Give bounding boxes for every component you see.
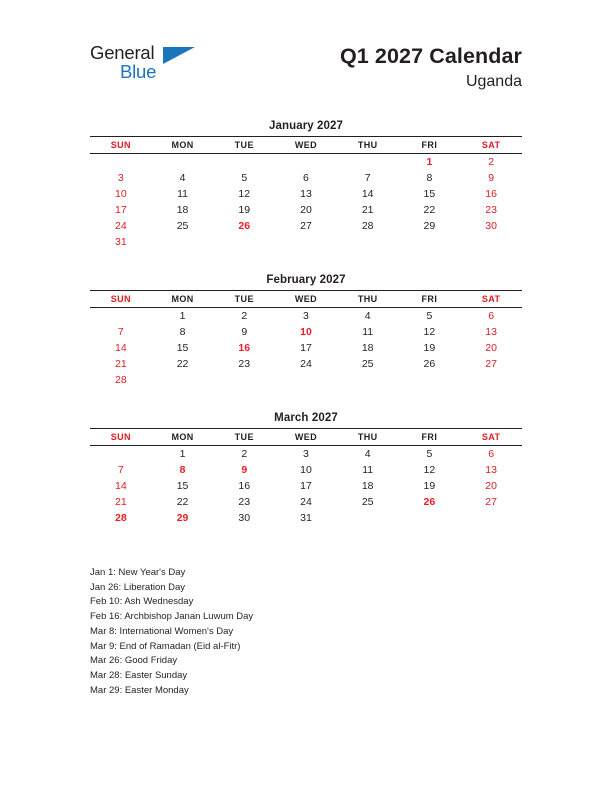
week-row — [90, 510, 522, 526]
day-cell[interactable]: 11 — [362, 326, 374, 338]
day-cell[interactable]: 1 — [179, 448, 186, 460]
day-cell[interactable]: 25 — [361, 496, 374, 508]
weekday-header-thu: THU — [337, 429, 399, 446]
day-cell[interactable]: 17 — [300, 342, 312, 354]
day-cell[interactable]: 7 — [117, 464, 124, 476]
week-row — [90, 462, 522, 478]
week-row — [90, 446, 522, 463]
day-cell[interactable]: 29 — [423, 220, 436, 232]
week-row — [90, 356, 522, 372]
day-cell[interactable]: 15 — [423, 188, 436, 200]
weekday-header-row — [90, 291, 522, 308]
month-grid — [90, 290, 522, 388]
day-cell[interactable]: 18 — [176, 204, 189, 216]
day-cell[interactable]: 19 — [423, 480, 436, 492]
week-row — [90, 186, 522, 202]
month-grid — [90, 428, 522, 526]
day-cell[interactable]: 12 — [423, 326, 436, 338]
day-cell[interactable]: 2 — [241, 310, 248, 322]
day-cell[interactable]: 31 — [300, 512, 312, 524]
day-cell[interactable]: 14 — [115, 342, 127, 354]
page-header — [90, 44, 522, 106]
day-cell[interactable]: 5 — [426, 310, 433, 322]
day-cell[interactable]: 6 — [303, 172, 309, 184]
day-cell-empty — [337, 234, 399, 250]
day-cell[interactable]: 2 — [241, 448, 248, 460]
weekday-header-mon: MON — [152, 429, 214, 446]
months-container — [90, 120, 522, 550]
week-row — [90, 494, 522, 510]
day-cell-empty — [213, 154, 275, 171]
holiday-legend-item: Mar 8: International Women's Day — [90, 625, 234, 637]
day-cell-empty — [152, 154, 214, 171]
week-row — [90, 478, 522, 494]
day-cell[interactable]: 21 — [115, 496, 127, 508]
logo-text-blue: Blue — [120, 61, 157, 82]
day-cell-empty — [460, 234, 522, 250]
day-cell[interactable]: 30 — [485, 220, 497, 232]
day-cell[interactable]: 21 — [115, 358, 127, 370]
day-cell[interactable]: 7 — [364, 172, 371, 184]
weekday-header-mon: MON — [152, 137, 214, 154]
day-cell[interactable]: 28 — [115, 512, 127, 524]
day-cell-empty — [460, 372, 522, 388]
day-cell[interactable]: 24 — [300, 358, 312, 370]
month-block — [90, 412, 522, 526]
day-cell[interactable]: 1 — [179, 310, 186, 322]
weekday-header-tue: TUE — [213, 429, 275, 446]
day-cell[interactable]: 11 — [177, 188, 188, 200]
weekday-header-sat: SAT — [460, 291, 522, 308]
day-cell[interactable]: 23 — [485, 204, 497, 216]
week-row — [90, 154, 522, 171]
weekday-header-sat: SAT — [460, 137, 522, 154]
day-cell-empty — [275, 372, 337, 388]
day-cell-empty — [90, 308, 152, 325]
day-cell[interactable]: 9 — [488, 172, 495, 184]
day-cell[interactable]: 18 — [361, 480, 374, 492]
day-cell[interactable]: 9 — [241, 464, 248, 476]
day-cell[interactable]: 23 — [238, 496, 251, 508]
weekday-header-sat: SAT — [460, 429, 522, 446]
day-cell[interactable]: 5 — [241, 172, 248, 184]
day-cell[interactable]: 8 — [179, 326, 186, 338]
day-cell[interactable]: 5 — [426, 448, 433, 460]
day-cell[interactable]: 20 — [300, 204, 312, 216]
weekday-header-tue: TUE — [213, 291, 275, 308]
triangle-icon — [163, 47, 195, 64]
weekday-header-thu: THU — [337, 291, 399, 308]
weekday-header-sun: SUN — [90, 137, 152, 154]
day-cell[interactable]: 11 — [362, 464, 374, 476]
day-cell[interactable]: 15 — [176, 480, 189, 492]
day-cell[interactable]: 27 — [485, 358, 497, 370]
day-cell[interactable]: 19 — [423, 342, 436, 354]
day-cell[interactable]: 22 — [176, 496, 189, 508]
day-cell-empty — [460, 510, 522, 526]
day-cell-empty — [337, 372, 399, 388]
month-title: March 2027 — [274, 412, 338, 424]
day-cell[interactable]: 3 — [303, 310, 309, 322]
weekday-header-tue: TUE — [213, 137, 275, 154]
day-cell[interactable]: 8 — [179, 464, 186, 476]
day-cell[interactable]: 10 — [115, 188, 127, 200]
weekday-header-fri: FRI — [399, 429, 461, 446]
holiday-legend — [90, 566, 522, 698]
day-cell[interactable]: 16 — [238, 480, 251, 492]
holiday-legend-item: Mar 9: End of Ramadan (Eid al-Fitr) — [90, 640, 241, 652]
holiday-legend-item: Jan 1: New Year's Day — [90, 567, 186, 578]
day-cell[interactable]: 9 — [241, 326, 248, 338]
day-cell-empty — [152, 234, 214, 250]
logo-text-general: General — [90, 42, 155, 63]
day-cell[interactable]: 17 — [115, 204, 127, 216]
month-grid — [90, 136, 522, 250]
day-cell[interactable]: 13 — [485, 326, 497, 338]
day-cell[interactable]: 20 — [485, 480, 497, 492]
weekday-header-thu: THU — [337, 137, 399, 154]
day-cell[interactable]: 8 — [426, 172, 433, 184]
month-block — [90, 274, 522, 388]
day-cell[interactable]: 28 — [115, 374, 127, 386]
day-cell[interactable]: 27 — [300, 220, 312, 232]
day-cell[interactable]: 14 — [361, 188, 374, 200]
day-cell[interactable]: 3 — [303, 448, 309, 460]
day-cell[interactable]: 20 — [485, 342, 497, 354]
day-cell[interactable]: 25 — [176, 220, 189, 232]
day-cell[interactable]: 14 — [115, 480, 127, 492]
day-cell-empty — [399, 234, 461, 250]
day-cell[interactable]: 18 — [361, 342, 374, 354]
day-cell-empty — [213, 234, 275, 250]
day-cell[interactable]: 24 — [300, 496, 312, 508]
day-cell-empty — [213, 372, 275, 388]
day-cell[interactable]: 6 — [488, 310, 495, 322]
day-cell-empty — [275, 234, 337, 250]
day-cell[interactable]: 10 — [300, 464, 312, 476]
day-cell[interactable]: 4 — [364, 448, 371, 460]
day-cell[interactable]: 13 — [300, 188, 312, 200]
day-cell[interactable]: 2 — [488, 156, 495, 168]
day-cell[interactable]: 22 — [176, 358, 189, 370]
weekday-header-wed: WED — [275, 429, 337, 446]
day-cell[interactable]: 10 — [300, 326, 312, 338]
day-cell-empty — [337, 154, 399, 171]
day-cell[interactable]: 24 — [115, 220, 127, 232]
weekday-header-fri: FRI — [399, 291, 461, 308]
day-cell-empty — [399, 372, 461, 388]
weekday-header-fri: FRI — [399, 137, 461, 154]
day-cell[interactable]: 17 — [300, 480, 312, 492]
holiday-legend-item: Feb 10: Ash Wednesday — [90, 596, 194, 608]
day-cell[interactable]: 7 — [117, 326, 124, 338]
day-cell[interactable]: 1 — [426, 156, 433, 168]
day-cell[interactable]: 4 — [179, 172, 186, 184]
day-cell[interactable]: 3 — [117, 172, 124, 184]
holiday-legend-item: Mar 29: Easter Monday — [90, 684, 189, 696]
week-row — [90, 202, 522, 218]
day-cell[interactable]: 12 — [238, 188, 251, 200]
day-cell[interactable]: 25 — [361, 358, 374, 370]
weekday-header-mon: MON — [152, 291, 214, 308]
day-cell[interactable]: 22 — [423, 204, 436, 216]
day-cell-empty — [90, 154, 152, 171]
day-cell-empty — [90, 446, 152, 463]
day-cell-empty — [399, 510, 461, 526]
weekday-header-row — [90, 429, 522, 446]
day-cell[interactable]: 13 — [485, 464, 497, 476]
day-cell[interactable]: 16 — [238, 342, 251, 354]
day-cell[interactable]: 12 — [423, 464, 436, 476]
generalblue-logo[interactable] — [90, 44, 220, 90]
day-cell[interactable]: 15 — [176, 342, 189, 354]
week-row — [90, 170, 522, 186]
title-block — [222, 44, 522, 92]
day-cell[interactable]: 26 — [423, 496, 436, 508]
day-cell[interactable]: 6 — [488, 448, 495, 460]
week-row — [90, 340, 522, 356]
week-row — [90, 372, 522, 388]
day-cell[interactable]: 19 — [238, 204, 251, 216]
week-row — [90, 324, 522, 340]
day-cell[interactable]: 16 — [485, 188, 497, 200]
day-cell-empty — [337, 510, 399, 526]
month-block — [90, 120, 522, 250]
day-cell[interactable]: 29 — [176, 512, 189, 524]
day-cell-empty — [152, 372, 214, 388]
weekday-header-sun: SUN — [90, 291, 152, 308]
holiday-legend-item: Mar 26: Good Friday — [90, 655, 178, 667]
holiday-legend-item: Jan 26: Liberation Day — [90, 581, 186, 593]
day-cell[interactable]: 4 — [364, 310, 371, 322]
weekday-header-sun: SUN — [90, 429, 152, 446]
page-title: Q1 2027 Calendar — [339, 44, 522, 68]
day-cell[interactable]: 21 — [361, 204, 374, 216]
month-title: February 2027 — [266, 274, 346, 286]
holiday-legend-item: Mar 28: Easter Sunday — [90, 669, 188, 681]
day-cell[interactable]: 26 — [238, 220, 251, 232]
weekday-header-wed: WED — [275, 291, 337, 308]
weekday-header-row — [90, 137, 522, 154]
day-cell-empty — [275, 154, 337, 171]
week-row — [90, 218, 522, 234]
weekday-header-wed: WED — [275, 137, 337, 154]
week-row — [90, 234, 522, 250]
month-title: January 2027 — [268, 120, 344, 132]
day-cell[interactable]: 30 — [238, 512, 251, 524]
day-cell[interactable]: 23 — [238, 358, 251, 370]
day-cell[interactable]: 31 — [115, 236, 127, 248]
week-row — [90, 308, 522, 325]
holiday-legend-item: Feb 16: Archbishop Janan Luwum Day — [90, 611, 254, 623]
page-subtitle: Uganda — [465, 72, 522, 90]
day-cell[interactable]: 28 — [361, 220, 374, 232]
day-cell[interactable]: 27 — [485, 496, 497, 508]
day-cell[interactable]: 26 — [423, 358, 436, 370]
